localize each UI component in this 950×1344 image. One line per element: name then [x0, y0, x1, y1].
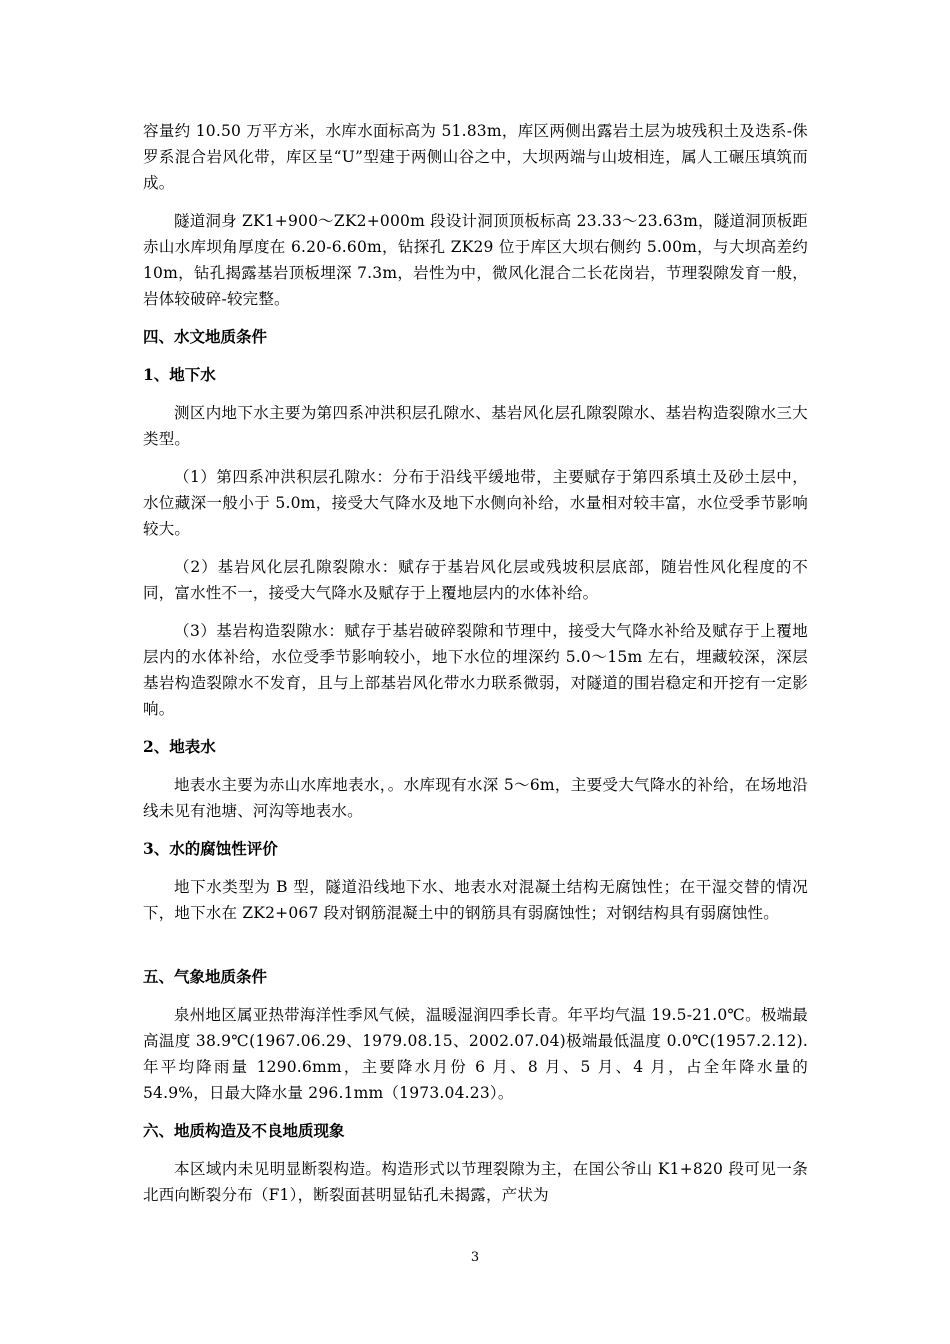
paragraph-groundwater-types: 测区内地下水主要为第四系冲洪积层孔隙水、基岩风化层孔隙裂隙水、基岩构造裂隙水三大类型。: [143, 404, 808, 448]
paragraph-pore-water: （1）第四系冲洪积层孔隙水：分布于沿线平缓地带，主要赋存于第四系填土及砂土层中，水位藏深一般小于 5.0m，接受大气降水及地下水侧向补给，水量相对较丰富，水位受季节影响较大。: [143, 468, 808, 538]
paragraph-climate: 泉州地区属亚热带海洋性季风气候，温暖湿润四季长青。年平均气温 19.5-21.0℃。极端最高温度 38.9℃(1967.06.29、1979.08.15、2002.07.04)极端最低温度 0.0℃(1957.2.12).年平均降雨量 1290.6mm，主要降水月份 6 月、8 月、5 月、4 月，占全年降水量的 54.9%，日最大降水量 296.1mm（1973.04.23）。: [143, 1006, 808, 1102]
heading-meteorology: 五、气象地质条件: [143, 967, 268, 986]
paragraph-surface-water: 地表水主要为赤山水库地表水，。水库现有水深 5～6m，主要受大气降水的补给，在场地沿线未见有池塘、河沟等地表水。: [143, 776, 808, 820]
paragraph-structural-water: （3）基岩构造裂隙水：赋存于基岩破碎裂隙和节理中，接受大气降水补给及赋存于上覆地层内的水体补给，水位受季节影响较小，地下水位的埋深约 5.0～15m 左右，埋藏较深，深层基岩构造裂隙水不发育，且与上部基岩风化带水力联系微弱，对隧道的围岩稳定和开挖有一定影响。: [143, 622, 808, 718]
page-number: 3: [470, 1250, 480, 1265]
subheading-surface-water: 2、地表水: [143, 737, 216, 756]
subheading-groundwater: 1、地下水: [143, 365, 216, 384]
paragraph-fissure-water: （2）基岩风化层孔隙裂隙水：赋存于基岩风化层或残坡积层底部，随岩性风化程度的不同，富水性不一，接受大气降水及赋存于上覆地层内的水体补给。: [143, 558, 808, 602]
blank-line: [143, 938, 808, 964]
page-body: [143, 118, 808, 1220]
paragraph-fault: 本区域内未见明显断裂构造。构造形式以节理裂隙为主，在国公爷山 K1+820 段可见一条北西向断裂分布（F1），断裂面甚明显钻孔未揭露，产状为: [143, 1160, 808, 1204]
paragraph-reservoir-capacity: 容量约 10.50 万平方米，水库水面标高为 51.83m，库区两侧出露岩土层为坡残积土及迭系-侏罗系混合岩风化带，库区呈“U”型建于两侧山谷之中，大坝两端与山坡相连，属人工碾压填筑而成。: [143, 122, 808, 192]
paragraph-corrosivity: 地下水类型为 B 型，隧道沿线地下水、地表水对混凝土结构无腐蚀性；在干湿交替的情况下，地下水在 ZK2+067 段对钢筋混凝土中的钢筋具有弱腐蚀性；对钢结构具有弱腐蚀性。: [143, 878, 808, 922]
paragraph-tunnel-section: 隧道洞身 ZK1+900～ZK2+000m 段设计洞顶顶板标高 23.33～23.63m，隧道洞顶板距赤山水库坝角厚度在 6.20-6.60m，钻探孔 ZK29 位于库区大坝右侧约 5.00m，与大坝高差约 10m，钻孔揭露基岩顶板埋深 7.3m，岩性为中，微风化混合二长花岗岩，节理裂隙发育一般，岩体较破碎-较完整。: [143, 212, 808, 308]
heading-geologic-structure: 六、地质构造及不良地质现象: [143, 1121, 345, 1140]
subheading-corrosivity: 3、水的腐蚀性评价: [143, 839, 278, 858]
heading-hydrogeology: 四、水文地质条件: [143, 327, 268, 346]
